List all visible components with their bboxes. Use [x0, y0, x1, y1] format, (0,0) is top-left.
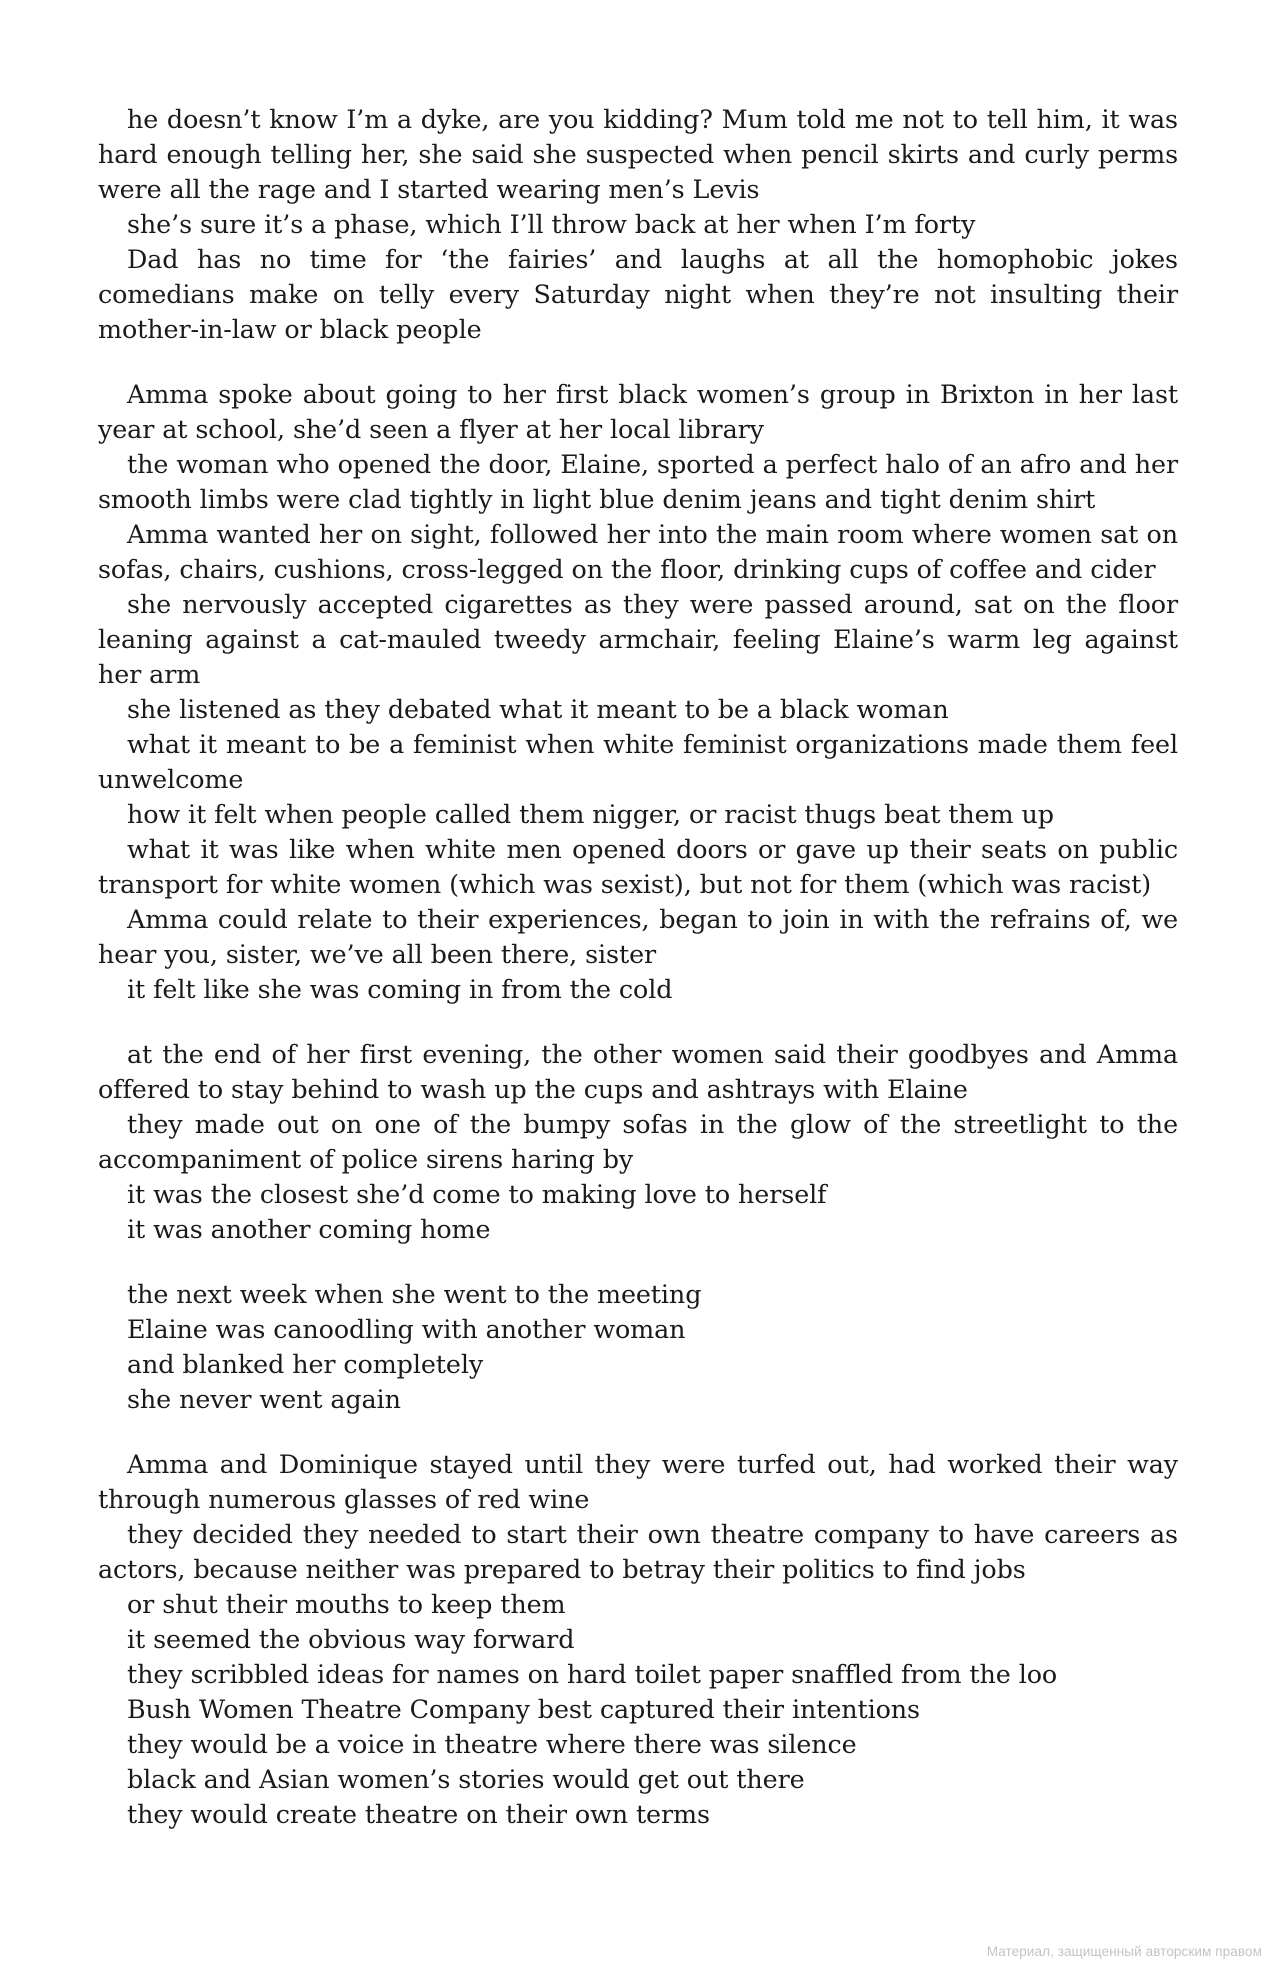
text-line: the woman who opened the door, Elaine, sported a perfect halo of an afro and her smooth limbs were clad tightly in light blue denim jeans and tight denim shirt: [98, 449, 1178, 514]
text-line: the next week when she went to the meeting: [127, 1279, 702, 1309]
section-break: [98, 1007, 1178, 1037]
text-line: at the end of her first evening, the other women said their goodbyes and Amma offered to stay behind to wash up the cups and ashtrays with Elaine: [98, 1039, 1178, 1104]
text-line: she nervously accepted cigarettes as they were passed around, sat on the floor leaning against a cat-mauled tweedy armchair, feeling Elaine’s warm leg against her arm: [98, 589, 1178, 689]
text-line: what it meant to be a feminist when white feminist organizations made them feel unwelcome: [98, 729, 1178, 794]
text-line: she listened as they debated what it meant to be a black woman: [127, 694, 949, 724]
text-line: they would create theatre on their own terms: [127, 1799, 710, 1829]
section-break: [98, 1417, 1178, 1447]
text-line: Dad has no time for ‘the fairies’ and laughs at all the homophobic jokes comedians make on telly every Saturday night when they’re not insulting their mother-in-law or black people: [98, 244, 1178, 344]
text-line: it was another coming home: [127, 1214, 491, 1244]
copyright-watermark: Материал, защищенный авторским правом: [986, 1944, 1262, 1959]
text-line: they would be a voice in theatre where there was silence: [127, 1729, 857, 1759]
text-line: it seemed the obvious way forward: [127, 1624, 575, 1654]
text-line: they scribbled ideas for names on hard toilet paper snaffled from the loo: [127, 1659, 1058, 1689]
text-line: Amma wanted her on sight, followed her into the main room where women sat on sofas, chairs, cushions, cross-legged on the floor, drinking cups of coffee and cider: [98, 519, 1178, 584]
text-line: Elaine was canoodling with another woman: [127, 1314, 686, 1344]
text-line: it felt like she was coming in from the cold: [127, 974, 673, 1004]
section-break: [98, 1247, 1178, 1277]
text-line: she never went again: [127, 1384, 401, 1414]
text-line: it was the closest she’d come to making love to herself: [127, 1179, 827, 1209]
text-line: and blanked her completely: [127, 1349, 484, 1379]
text-line: he doesn’t know I’m a dyke, are you kidding? Mum told me not to tell him, it was hard enough telling her, she said she suspected when pencil skirts and curly perms were all the rage and I started wearing men’s Levis: [98, 104, 1178, 204]
text-line: Amma and Dominique stayed until they were turfed out, had worked their way through numerous glasses of red wine: [98, 1449, 1178, 1514]
text-line: Bush Women Theatre Company best captured their intentions: [127, 1694, 920, 1724]
text-line: Amma could relate to their experiences, began to join in with the refrains of, we hear you, sister, we’ve all been there, sister: [98, 904, 1178, 969]
section-break: [98, 347, 1178, 377]
text-line: black and Asian women’s stories would get out there: [127, 1764, 805, 1794]
text-line: how it felt when people called them nigger, or racist thugs beat them up: [127, 799, 1054, 829]
text-line: they made out on one of the bumpy sofas in the glow of the streetlight to the accompaniment of police sirens haring by: [98, 1109, 1178, 1174]
text-line: they decided they needed to start their own theatre company to have careers as actors, because neither was prepared to betray their politics to find jobs: [98, 1519, 1178, 1584]
text-line: she’s sure it’s a phase, which I’ll throw back at her when I’m forty: [127, 209, 976, 239]
text-line: Amma spoke about going to her first black women’s group in Brixton in her last year at school, she’d seen a flyer at her local library: [98, 379, 1178, 444]
text-line: or shut their mouths to keep them: [127, 1589, 566, 1619]
text-line: what it was like when white men opened doors or gave up their seats on public transport for white women (which was sexist), but not for them (which was racist): [98, 834, 1178, 899]
book-page-body: [98, 102, 1178, 1832]
